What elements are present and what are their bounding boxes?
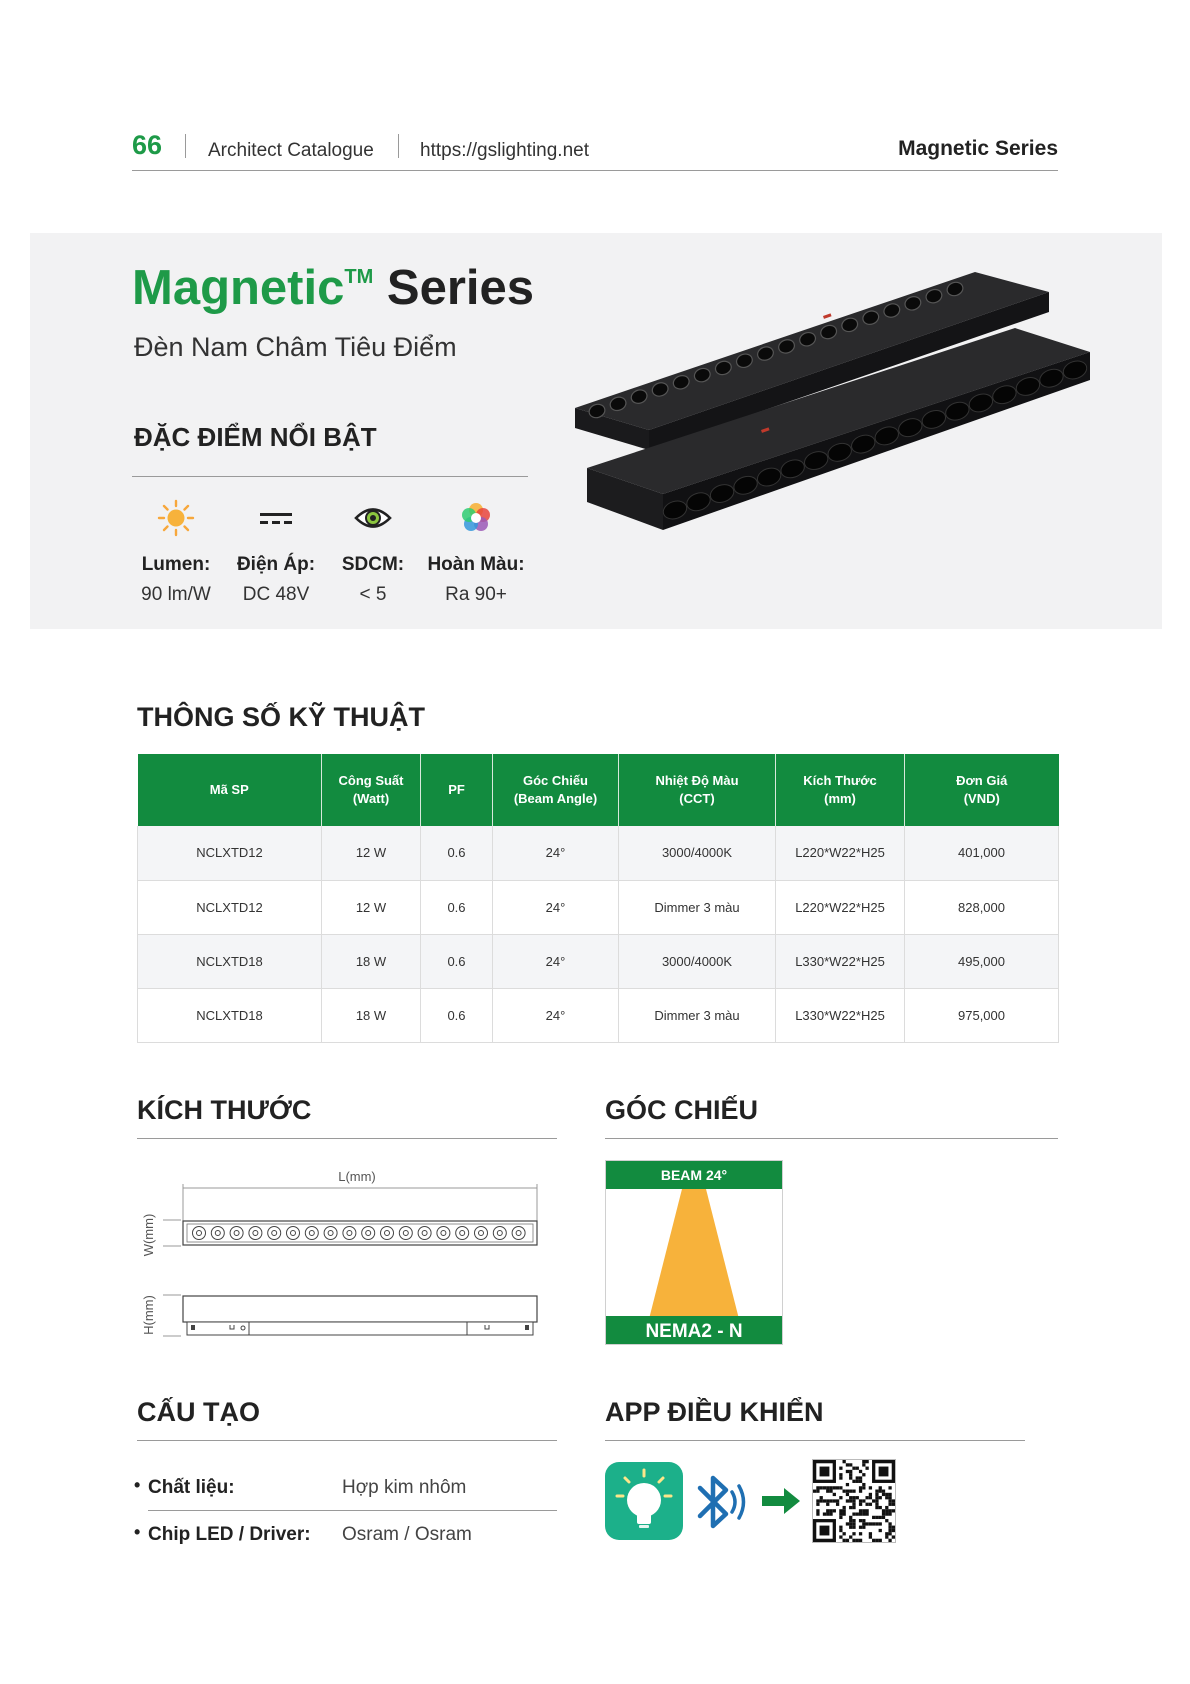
qr-module (829, 1486, 832, 1489)
qr-module (879, 1516, 882, 1519)
qr-module (888, 1529, 891, 1532)
dimensions-divider (137, 1138, 557, 1139)
table-cell: 401,000 (905, 826, 1059, 880)
qr-module (865, 1496, 868, 1499)
chip-driver-value: Osram / Osram (342, 1524, 472, 1545)
qr-module (885, 1496, 888, 1499)
qr-module (885, 1512, 888, 1515)
qr-module (839, 1476, 842, 1479)
qr-module (839, 1486, 842, 1489)
bullet: • (134, 1522, 141, 1542)
column-header: Nhiệt Độ Màu (CCT) (619, 754, 776, 826)
qr-module (875, 1490, 878, 1493)
qr-module (869, 1503, 872, 1506)
qr-module (859, 1509, 862, 1512)
qr-module (820, 1499, 823, 1502)
qr-module (839, 1535, 842, 1538)
qr-module (859, 1476, 862, 1479)
qr-module (849, 1476, 852, 1479)
qr-module (856, 1480, 859, 1483)
color-wheel-icon (426, 498, 526, 538)
qr-module (836, 1486, 839, 1489)
qr-finder (820, 1526, 830, 1536)
qr-module (852, 1499, 855, 1502)
qr-module (865, 1503, 868, 1506)
series-title (132, 260, 534, 316)
table-cell: 12 W (322, 880, 421, 934)
table-cell: 12 W (322, 826, 421, 880)
table-row (138, 826, 1059, 880)
qr-module (849, 1463, 852, 1466)
feature-value: 90 lm/W (141, 584, 211, 605)
qr-module (892, 1499, 895, 1502)
qr-module (888, 1532, 891, 1535)
qr-module (875, 1493, 878, 1496)
table-cell: NCLXTD18 (138, 934, 322, 988)
qr-module (852, 1506, 855, 1509)
qr-module (862, 1483, 865, 1486)
qr-module (888, 1522, 891, 1525)
qr-module (852, 1480, 855, 1483)
qr-module (882, 1493, 885, 1496)
qr-module (852, 1519, 855, 1522)
column-header: Công Suất (Watt) (322, 754, 421, 826)
qr-module (833, 1509, 836, 1512)
arrow-right-icon (762, 1487, 802, 1515)
table-cell: L220*W22*H25 (776, 826, 905, 880)
qr-module (856, 1476, 859, 1479)
qr-module (846, 1483, 849, 1486)
qr-module (833, 1486, 836, 1489)
qr-module (823, 1499, 826, 1502)
table-cell: Dimmer 3 màu (619, 880, 776, 934)
qr-module (826, 1490, 829, 1493)
qr-module (882, 1512, 885, 1515)
qr-module (856, 1539, 859, 1542)
qr-module (846, 1499, 849, 1502)
chip-driver-label: Chip LED / Driver: (148, 1524, 311, 1545)
height-label: H(mm) (141, 1295, 156, 1335)
table-row (138, 880, 1059, 934)
qr-module (839, 1529, 842, 1532)
sun-icon (126, 498, 226, 538)
qr-module (875, 1496, 878, 1499)
qr-module (829, 1490, 832, 1493)
trademark-symbol: TM (344, 266, 374, 288)
header-separator (398, 134, 399, 158)
qr-module (852, 1490, 855, 1493)
table-cell: 828,000 (905, 880, 1059, 934)
table-cell: 0.6 (421, 988, 493, 1042)
qr-finder (879, 1467, 889, 1477)
qr-module (862, 1473, 865, 1476)
qr-module (862, 1499, 865, 1502)
table-cell: 975,000 (905, 988, 1059, 1042)
qr-module (849, 1470, 852, 1473)
features-heading: ĐẶC ĐIỂM NỔI BẬT (134, 422, 377, 452)
beam-heading: GÓC CHIẾU (605, 1095, 759, 1125)
features-divider (132, 476, 528, 477)
table-row (138, 988, 1059, 1042)
qr-module (823, 1486, 826, 1489)
table-header-row (138, 754, 1059, 826)
qr-module (875, 1522, 878, 1525)
qr-module (816, 1486, 819, 1489)
qr-module (875, 1506, 878, 1509)
qr-module (816, 1512, 819, 1515)
qr-module (826, 1503, 829, 1506)
table-cell: NCLXTD12 (138, 880, 322, 934)
qr-module (829, 1512, 832, 1515)
qr-module (885, 1506, 888, 1509)
feature-sdcm (323, 498, 423, 606)
qr-module (852, 1467, 855, 1470)
qr-module (829, 1499, 832, 1502)
qr-module (849, 1516, 852, 1519)
qr-module (820, 1496, 823, 1499)
qr-module (862, 1519, 865, 1522)
table-cell: Dimmer 3 màu (619, 988, 776, 1042)
table-cell: 0.6 (421, 934, 493, 988)
column-header: Đơn Giá (VND) (905, 754, 1059, 826)
qr-module (872, 1516, 875, 1519)
catalogue-label: Architect Catalogue (208, 140, 374, 161)
qr-module (885, 1493, 888, 1496)
qr-module (849, 1535, 852, 1538)
table-cell: 24° (493, 934, 619, 988)
dc-voltage-icon (226, 498, 326, 538)
table-cell: 24° (493, 826, 619, 880)
qr-module (879, 1496, 882, 1499)
qr-module (852, 1526, 855, 1529)
feature-label: Hoàn Màu: (427, 554, 525, 575)
qr-module (879, 1529, 882, 1532)
qr-module (882, 1516, 885, 1519)
series-title-word: Series (386, 261, 535, 315)
qr-module (865, 1467, 868, 1470)
qr-module (826, 1486, 829, 1489)
table-cell: 3000/4000K (619, 934, 776, 988)
qr-module (849, 1519, 852, 1522)
qr-module (852, 1522, 855, 1525)
qr-module (849, 1506, 852, 1509)
qr-module (859, 1512, 862, 1515)
dimensions-heading: KÍCH THƯỚC (137, 1095, 312, 1125)
qr-module (849, 1490, 852, 1493)
qr-module (843, 1490, 846, 1493)
table-cell: 18 W (322, 934, 421, 988)
qr-module (843, 1512, 846, 1515)
qr-module (826, 1509, 829, 1512)
feature-voltage (226, 498, 326, 606)
qr-module (859, 1503, 862, 1506)
qr-module (888, 1512, 891, 1515)
feature-value: Ra 90+ (445, 584, 507, 605)
table-row (138, 934, 1059, 988)
table-cell: 24° (493, 988, 619, 1042)
qr-module (836, 1499, 839, 1502)
qr-module (862, 1512, 865, 1515)
series-title-brand: Magnetic (132, 261, 345, 315)
qr-module (865, 1512, 868, 1515)
feature-value: DC 48V (242, 584, 310, 605)
qr-module (839, 1516, 842, 1519)
qr-module (849, 1473, 852, 1476)
qr-module (862, 1463, 865, 1466)
qr-module (892, 1529, 895, 1532)
table-cell: L220*W22*H25 (776, 880, 905, 934)
nema-label: NEMA2 - N (645, 1321, 743, 1342)
qr-module (865, 1522, 868, 1525)
qr-module (839, 1509, 842, 1512)
qr-module (856, 1496, 859, 1499)
qr-module (849, 1499, 852, 1502)
table-cell: 3000/4000K (619, 826, 776, 880)
qr-module (846, 1490, 849, 1493)
qr-module (823, 1512, 826, 1515)
qr-module (852, 1532, 855, 1535)
beam-angle-label: BEAM 24° (660, 1167, 728, 1183)
product-image (575, 270, 1115, 590)
column-header: Kích Thước (mm) (776, 754, 905, 826)
construction-heading: CẤU TẠO (137, 1397, 260, 1427)
qr-module (856, 1467, 859, 1470)
qr-module (879, 1506, 882, 1509)
qr-module (849, 1496, 852, 1499)
qr-module (852, 1503, 855, 1506)
table-cell: L330*W22*H25 (776, 934, 905, 988)
qr-module (879, 1486, 882, 1489)
qr-module (859, 1532, 862, 1535)
beam-diagram (605, 1160, 783, 1345)
qr-module (859, 1470, 862, 1473)
qr-module (888, 1539, 891, 1542)
website-link[interactable]: https://gslighting.net (420, 140, 589, 161)
qr-module (816, 1490, 819, 1493)
qr-module (879, 1522, 882, 1525)
qr-module (846, 1522, 849, 1525)
qr-module (836, 1503, 839, 1506)
qr-module (816, 1509, 819, 1512)
qr-module (856, 1512, 859, 1515)
feature-label: SDCM: (341, 554, 405, 575)
qr-module (829, 1509, 832, 1512)
qr-module (826, 1499, 829, 1502)
series-label: Magnetic Series (898, 137, 1058, 160)
bullet: • (134, 1475, 141, 1495)
qr-module (862, 1522, 865, 1525)
length-label: L(mm) (338, 1169, 376, 1184)
qr-module (888, 1503, 891, 1506)
series-subtitle: Đèn Nam Châm Tiêu Điểm (134, 332, 457, 362)
feature-value: < 5 (359, 584, 387, 605)
qr-module (833, 1499, 836, 1502)
eye-icon (323, 498, 423, 538)
qr-module (859, 1539, 862, 1542)
qr-module (869, 1535, 872, 1538)
page-number: 66 (132, 130, 163, 160)
qr-module (839, 1467, 842, 1470)
qr-module (862, 1509, 865, 1512)
qr-module (888, 1509, 891, 1512)
qr-module (872, 1499, 875, 1502)
qr-module (862, 1526, 865, 1529)
table-cell: 0.6 (421, 880, 493, 934)
qr-module (888, 1499, 891, 1502)
qr-module (843, 1539, 846, 1542)
qr-module (843, 1532, 846, 1535)
dimension-drawing (137, 1160, 557, 1345)
qr-module (869, 1522, 872, 1525)
construction-divider (137, 1440, 557, 1441)
qr-module (859, 1519, 862, 1522)
qr-module (872, 1522, 875, 1525)
qr-module (820, 1486, 823, 1489)
qr-module (885, 1509, 888, 1512)
qr-module (882, 1490, 885, 1493)
qr-module (839, 1496, 842, 1499)
header-separator (185, 134, 186, 158)
specs-heading: THÔNG SỐ KỸ THUẬT (137, 702, 425, 732)
spec-table (137, 754, 1059, 1043)
column-header: Mã SP (138, 754, 322, 826)
qr-module (846, 1539, 849, 1542)
qr-module (843, 1509, 846, 1512)
qr-module (813, 1490, 816, 1493)
qr-module (865, 1460, 868, 1463)
qr-module (892, 1526, 895, 1529)
qr-module (888, 1526, 891, 1529)
qr-module (875, 1539, 878, 1542)
qr-module (862, 1460, 865, 1463)
app-divider (605, 1440, 1025, 1441)
qr-module (872, 1539, 875, 1542)
beam-divider (605, 1138, 1058, 1139)
qr-module (885, 1519, 888, 1522)
qr-module (892, 1535, 895, 1538)
qr-module (843, 1506, 846, 1509)
table-cell: 24° (493, 880, 619, 934)
feature-label: Điện Áp: (236, 554, 316, 575)
table-cell: 495,000 (905, 934, 1059, 988)
qr-module (875, 1516, 878, 1519)
qr-module (869, 1532, 872, 1535)
feature-lumen (126, 498, 226, 606)
qr-finder (820, 1467, 830, 1477)
qr-module (885, 1535, 888, 1538)
material-value: Hợp kim nhôm (342, 1477, 467, 1498)
feature-cri (426, 498, 526, 606)
qr-module (816, 1503, 819, 1506)
bluetooth-icon (692, 1470, 752, 1536)
qr-module (849, 1526, 852, 1529)
qr-module (859, 1480, 862, 1483)
qr-module (888, 1493, 891, 1496)
qr-module (839, 1526, 842, 1529)
qr-module (875, 1499, 878, 1502)
qr-module (882, 1509, 885, 1512)
table-cell: 0.6 (421, 826, 493, 880)
qr-module (852, 1539, 855, 1542)
qr-code[interactable] (812, 1459, 896, 1543)
qr-module (846, 1493, 849, 1496)
qr-module (888, 1486, 891, 1489)
table-cell: NCLXTD18 (138, 988, 322, 1042)
qr-module (846, 1463, 849, 1466)
qr-module (846, 1470, 849, 1473)
qr-module (879, 1490, 882, 1493)
qr-module (888, 1496, 891, 1499)
construction-row-divider (148, 1510, 557, 1511)
qr-module (839, 1512, 842, 1515)
qr-module (826, 1512, 829, 1515)
width-label: W(mm) (141, 1213, 156, 1257)
table-cell: L330*W22*H25 (776, 988, 905, 1042)
qr-module (869, 1496, 872, 1499)
material-label: Chất liệu: (148, 1477, 235, 1498)
header-divider (132, 170, 1058, 171)
qr-module (849, 1522, 852, 1525)
table-cell: 18 W (322, 988, 421, 1042)
qr-module (892, 1503, 895, 1506)
column-header: PF (421, 754, 493, 826)
qr-module (859, 1490, 862, 1493)
feature-label: Lumen: (141, 554, 211, 575)
app-bulb-icon[interactable] (605, 1462, 683, 1540)
qr-module (869, 1493, 872, 1496)
app-heading: APP ĐIỀU KHIỂN (605, 1397, 824, 1427)
qr-module (862, 1486, 865, 1489)
column-header: Góc Chiếu (Beam Angle) (493, 754, 619, 826)
qr-module (833, 1493, 836, 1496)
qr-module (839, 1473, 842, 1476)
qr-module (859, 1526, 862, 1529)
qr-module (879, 1539, 882, 1542)
qr-module (852, 1496, 855, 1499)
qr-module (843, 1460, 846, 1463)
qr-module (892, 1509, 895, 1512)
qr-module (865, 1509, 868, 1512)
qr-module (885, 1532, 888, 1535)
qr-module (852, 1512, 855, 1515)
qr-module (869, 1486, 872, 1489)
qr-module (875, 1503, 878, 1506)
qr-module (859, 1499, 862, 1502)
qr-module (859, 1486, 862, 1489)
table-cell: NCLXTD12 (138, 826, 322, 880)
qr-module (816, 1499, 819, 1502)
